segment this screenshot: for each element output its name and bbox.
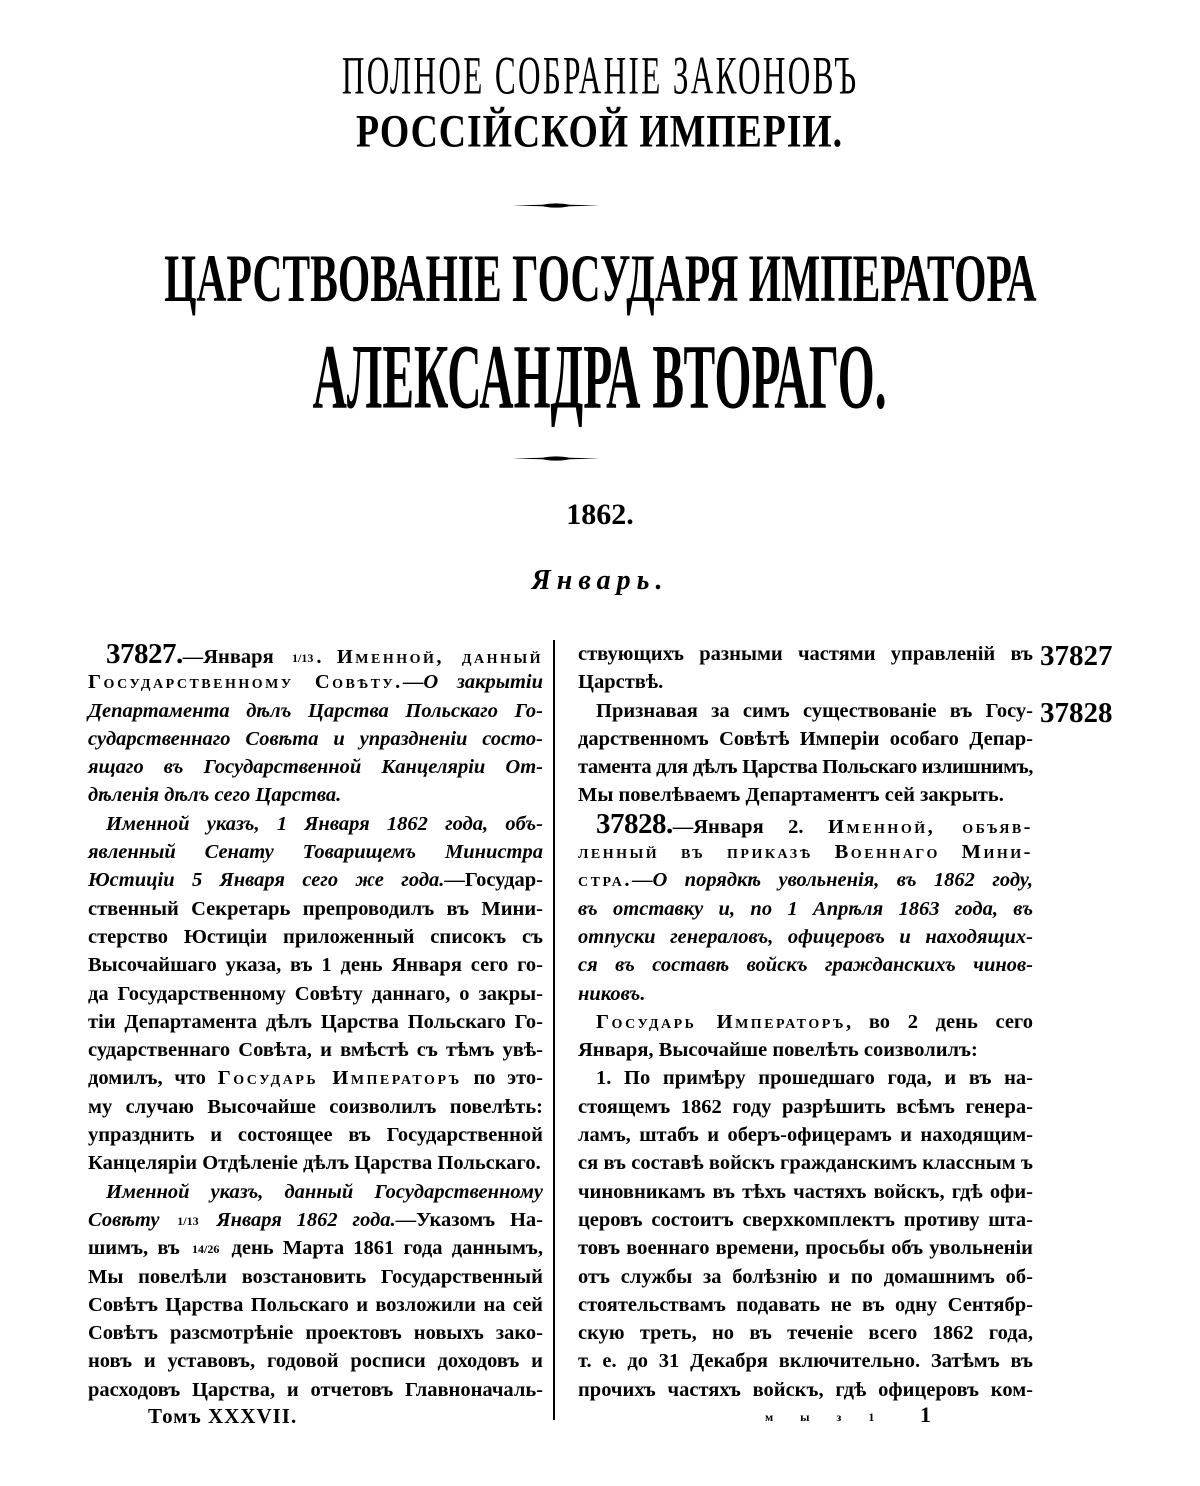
italic-text: Именной указъ, 1 Января 1862 года, объ- [106, 812, 543, 835]
date-fraction: 14/26 [192, 1242, 220, 1257]
month-heading: Январь. [531, 565, 669, 596]
text: —Января 2. [672, 815, 829, 838]
text-line [88, 697, 543, 725]
text: расходовъ Царства, и отчетовъ Главноначаль- [88, 1378, 543, 1401]
text-line [88, 1178, 543, 1206]
text: тамента для дѣлъ Царства Польскаго излишнимъ, [578, 756, 1033, 779]
italic-text: никовъ. [578, 982, 646, 1005]
text-line [88, 866, 543, 894]
italic-text: въ отставку и, по 1 Апрѣля 1863 года, въ [578, 897, 1033, 920]
text: Царствѣ. [578, 671, 664, 694]
text-line [88, 1234, 543, 1262]
italic-text: О закрытіи [423, 671, 543, 694]
text-line [88, 1036, 543, 1064]
entry-number: 37828. [596, 807, 673, 840]
smallcaps-text: Государь Императоръ [217, 1067, 462, 1090]
text-line [578, 1319, 1033, 1347]
text-line [88, 1263, 543, 1291]
text: —Государ- [444, 869, 543, 892]
italic-text: явленный Сенату Товарищемъ Министра [88, 841, 543, 864]
page-number: 1 [920, 1402, 931, 1427]
text: Высочайшаго указа, въ 1 день Января сего го- [88, 954, 543, 977]
entry-number: 37827. [106, 638, 183, 670]
smallcaps-text: Государственному Совѣту. [88, 671, 403, 694]
text-line [88, 1064, 543, 1092]
text-line [578, 753, 1033, 781]
text: му случаю Высочайше соизволилъ повелѣть: [88, 1095, 543, 1118]
text-line [578, 838, 1033, 866]
date-fraction: 1/13 [177, 1214, 199, 1229]
text-line [88, 668, 543, 696]
text: ственный Секретарь препроводилъ въ Мини- [88, 897, 543, 920]
text: Канцеляріи Отдѣленіе дѣлъ Царства Польскаго. [88, 1152, 541, 1175]
text: Мы повелѣваемъ Департаментъ сей закрыть. [578, 784, 1004, 807]
text-line [88, 838, 543, 866]
empire-title [0, 108, 1200, 156]
italic-text: Юстиціи 5 Января сего же года. [88, 869, 445, 892]
text: сударственнаго Совѣта, и вмѣстѣ съ тѣмъ увѣ- [88, 1039, 543, 1062]
text: —Января [182, 646, 290, 668]
text: домилъ, что [88, 1067, 218, 1090]
text-line [88, 640, 543, 668]
text: т. е. до 31 Декабря включительно. Затѣмъ въ [578, 1350, 1033, 1373]
collection-title [0, 45, 1200, 106]
ornament-divider [512, 455, 600, 462]
text: ся въ составѣ войскъ гражданскимъ классным ъ [578, 1152, 1033, 1175]
text-line [88, 980, 543, 1008]
text-line [578, 1376, 1033, 1404]
text-line [88, 1121, 543, 1149]
ornament-divider [512, 202, 600, 209]
text-line [88, 1008, 543, 1036]
text: стерство Юстиціи приложенный списокъ съ [88, 925, 543, 948]
empire-title-text: РОССІЙСКОЙ ИМПЕРІИ. [356, 106, 844, 158]
text: . [316, 646, 337, 668]
italic-text: ящаго въ Государственной Канцеляріи От- [88, 756, 543, 779]
text: отъ службы за болѣзнію и по домашнимъ об- [578, 1265, 1033, 1288]
text: стоятельствамъ подавать не въ одну Сентябр- [578, 1293, 1033, 1316]
text-line [578, 725, 1033, 753]
year-heading: 1862. [566, 498, 634, 531]
italic-text: О порядкѣ увольненія, въ 1862 году, [652, 869, 1033, 892]
italic-text: ся въ составѣ войскъ гражданскихъ чинов- [578, 954, 1033, 977]
text-line [578, 1064, 1033, 1092]
text: по это- [461, 1067, 544, 1090]
italic-text: Совѣту [88, 1208, 175, 1231]
text: Признавая за симъ существованіе въ Госу- [596, 699, 1033, 722]
text-line [88, 1206, 543, 1234]
text-line [578, 1093, 1033, 1121]
text-line [88, 781, 543, 809]
text: тіи Департамента дѣлъ Царства Польскаго Го- [88, 1010, 543, 1033]
text-line [88, 1319, 543, 1347]
text-line [88, 1149, 543, 1177]
text: Совѣтъ Царства Польскаго и возложили на сей [88, 1293, 543, 1316]
text-line [88, 923, 543, 951]
text: новъ и уставовъ, годовой росписи доходовъ и [88, 1350, 543, 1373]
margin-number: 37827 [1040, 640, 1113, 672]
text-line [578, 1291, 1033, 1319]
text: ламъ, штабъ и оберъ-офицерамъ и находящим- [578, 1124, 1033, 1147]
emperor-name [0, 326, 1200, 429]
text: упразднить и состоящее въ Государственной [88, 1124, 543, 1147]
emperor-name-text: АЛЕКСАНДРА ВТОРАГО. [312, 326, 888, 429]
reign-title-text: ЦАРСТВОВАНІЕ ГОСУДАРЯ ИМПЕРАТОРА [163, 242, 1037, 317]
text-line [578, 697, 1033, 725]
smallcaps-text: Государь Императоръ [596, 1010, 846, 1033]
text-line [88, 951, 543, 979]
text: товъ военнаго времени, просьбы объ увольненіи [578, 1237, 1033, 1260]
text: Января, Высочайше повелѣть соизволилъ: [578, 1039, 978, 1062]
text-line [88, 810, 543, 838]
text: прочихъ частяхъ войскъ, гдѣ офицеровъ ком- [578, 1378, 1033, 1401]
text: 1. По примѣру прошедшаго года, и въ на- [596, 1067, 1033, 1090]
text-line [578, 640, 1033, 668]
text-line [578, 668, 1033, 696]
text-line [578, 1149, 1033, 1177]
column-divider [553, 640, 555, 1420]
text-line [578, 1008, 1033, 1036]
smallcaps-text: ленный въ приказѣ Военнаго Мини- [578, 841, 1033, 864]
text: шимъ, въ [88, 1237, 190, 1260]
smallcaps-text: Именной, объяв- [828, 815, 1033, 838]
reign-title [0, 242, 1200, 317]
text-line [578, 781, 1033, 809]
text-line [88, 753, 543, 781]
text: стоящемъ 1862 году разрѣшить всѣмъ генера- [578, 1095, 1033, 1118]
right-column [578, 640, 1033, 1404]
smallcaps-text: Именной, данный [336, 646, 544, 668]
text-line [88, 895, 543, 923]
text: скую треть, но въ теченіе всего 1862 года, [578, 1322, 1033, 1345]
text-line [578, 980, 1033, 1008]
text-line [578, 1036, 1033, 1064]
text-line [88, 725, 543, 753]
italic-text: отпуски генераловъ, офицеровъ и находящих- [578, 925, 1033, 948]
text-line [578, 1121, 1033, 1149]
italic-text: Департамента дѣлъ Царства Польскаго Го- [88, 699, 543, 722]
text: да Государственному Совѣту даннаго, о закры- [88, 982, 543, 1005]
text-line [88, 1347, 543, 1375]
signature-mark: м ы з 1 [765, 1410, 887, 1424]
left-column [88, 640, 543, 1404]
text: — [631, 869, 653, 892]
text-line [578, 807, 1033, 840]
text-line [578, 1178, 1033, 1206]
italic-text: Января 1862 года. [201, 1208, 396, 1231]
text-line [578, 866, 1033, 894]
italic-text: сударственнаго Совѣта и упраздненіи состо- [88, 727, 543, 750]
text: ствующихъ разными частями управленій въ [578, 643, 1033, 665]
date-fraction: 1/13 [292, 651, 314, 666]
text-line [88, 1376, 543, 1404]
italic-text: дѣленія дѣлъ сего Царства. [88, 784, 342, 807]
smallcaps-text: стра. [578, 869, 632, 892]
text-line [88, 1291, 543, 1319]
text-line [578, 1206, 1033, 1234]
text-line [578, 923, 1033, 951]
collection-title-text: ПОЛНОЕ СОБРАНІЕ ЗАКОНОВЪ [341, 45, 859, 106]
text: дарственномъ Совѣтѣ Имперіи особаго Депар- [578, 727, 1033, 750]
volume-label: Томъ XXXVII. [148, 1404, 298, 1428]
text: Совѣтъ разсмотрѣніе проектовъ новыхъ зако- [88, 1322, 543, 1345]
text: — [402, 671, 424, 694]
italic-text: Именной указъ, данный Государственному [106, 1180, 543, 1203]
text-line [578, 1347, 1033, 1375]
text-line [88, 1093, 543, 1121]
text: , во 2 день сего [845, 1010, 1033, 1033]
text: чиновникамъ въ тѣхъ частяхъ войскъ, гдѣ офи- [578, 1180, 1033, 1203]
text: день Марта 1861 года даннымъ, [222, 1237, 543, 1260]
text-line [578, 1234, 1033, 1262]
text-line [578, 951, 1033, 979]
text-line [578, 1263, 1033, 1291]
text: Мы повелѣли возстановить Государственный [88, 1265, 543, 1288]
text-line [578, 895, 1033, 923]
text: церовъ состоитъ сверхкомплектъ противу шта- [578, 1208, 1033, 1231]
margin-number: 37828 [1040, 697, 1113, 729]
text: —Указомъ На- [395, 1208, 544, 1231]
